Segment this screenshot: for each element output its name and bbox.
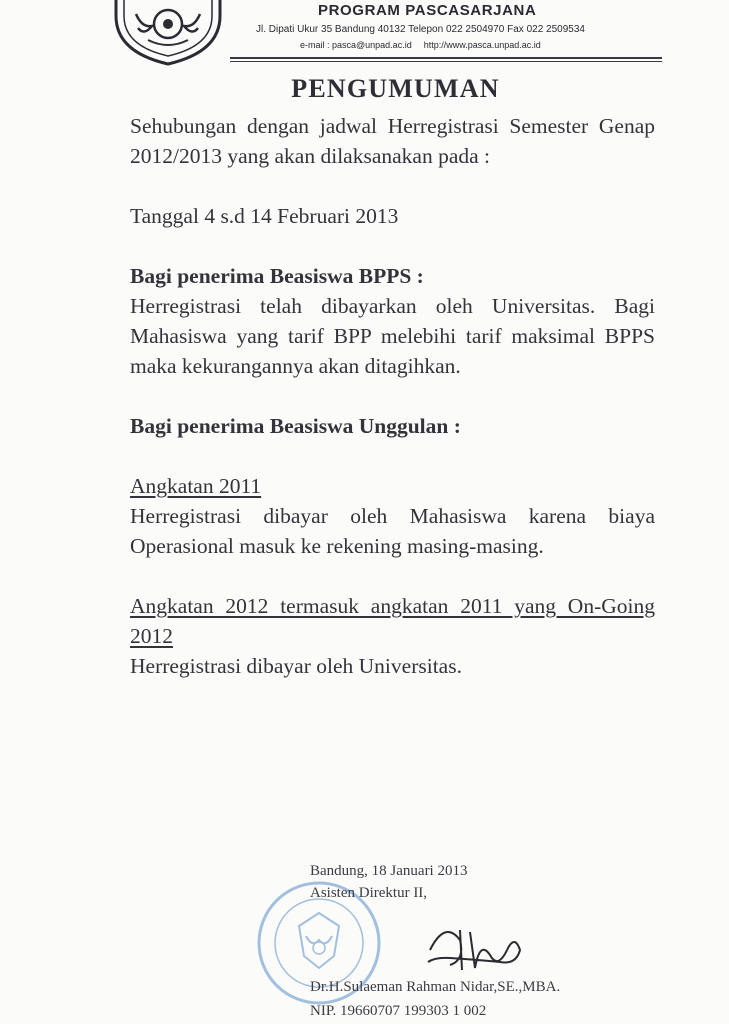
bpps-paragraph: Herregistrasi telah dibayarkan oleh Universitas. Bagi Mahasiswa yang tarif BPP melebihi tarif maksimal BPPS maka kekurangannya akan ditagihkan.	[130, 294, 655, 378]
angkatan-2012-paragraph: Herregistrasi dibayar oleh Universitas.	[130, 654, 462, 678]
signatory-nip: NIP. 19660707 199303 1 002	[310, 1003, 487, 1019]
signatory-name: Dr.H.Sulaeman Rahman Nidar,SE.,MBA.	[310, 979, 561, 995]
organization-website: http://www.pasca.unpad.ac.id	[423, 40, 541, 50]
document-title: PENGUMUMAN	[291, 74, 500, 103]
signature-place-date: Bandung, 18 Januari 2013	[310, 863, 468, 879]
angkatan-2011-heading: Angkatan 2011	[130, 474, 262, 498]
signature-block	[310, 860, 561, 1019]
organization-name: PROGRAM PASCASARJANA	[318, 2, 537, 19]
signatory-position: Asisten Direktur II,	[310, 885, 428, 901]
announcement-body	[130, 111, 655, 681]
organization-email: e-mail : pasca@unpad.ac.id	[300, 40, 412, 50]
university-logo	[108, 0, 228, 66]
organization-contact	[300, 40, 553, 50]
unggulan-heading: Bagi penerima Beasiswa Unggulan :	[130, 414, 461, 438]
angkatan-2012-heading: Angkatan 2012 termasuk angkatan 2011 yang On-Going 2012	[130, 594, 655, 648]
organization-address: Jl. Dipati Ukur 35 Bandung 40132 Telepon 022 2504970 Fax 022 2509534	[256, 24, 585, 35]
intro-paragraph: Sehubungan dengan jadwal Herregistrasi Semester Genap 2012/2013 yang akan dilaksanakan pada :	[130, 114, 655, 168]
letterhead-rule	[230, 57, 662, 59]
bpps-heading: Bagi penerima Beasiswa BPPS :	[130, 264, 424, 288]
letterhead-rule-thin	[230, 61, 662, 62]
angkatan-2011-paragraph: Herregistrasi dibayar oleh Mahasiswa karena biaya Operasional masuk ke rekening masing-masing.	[130, 504, 655, 558]
handwritten-signature	[420, 910, 530, 980]
registration-dates: Tanggal 4 s.d 14 Februari 2013	[130, 204, 399, 228]
